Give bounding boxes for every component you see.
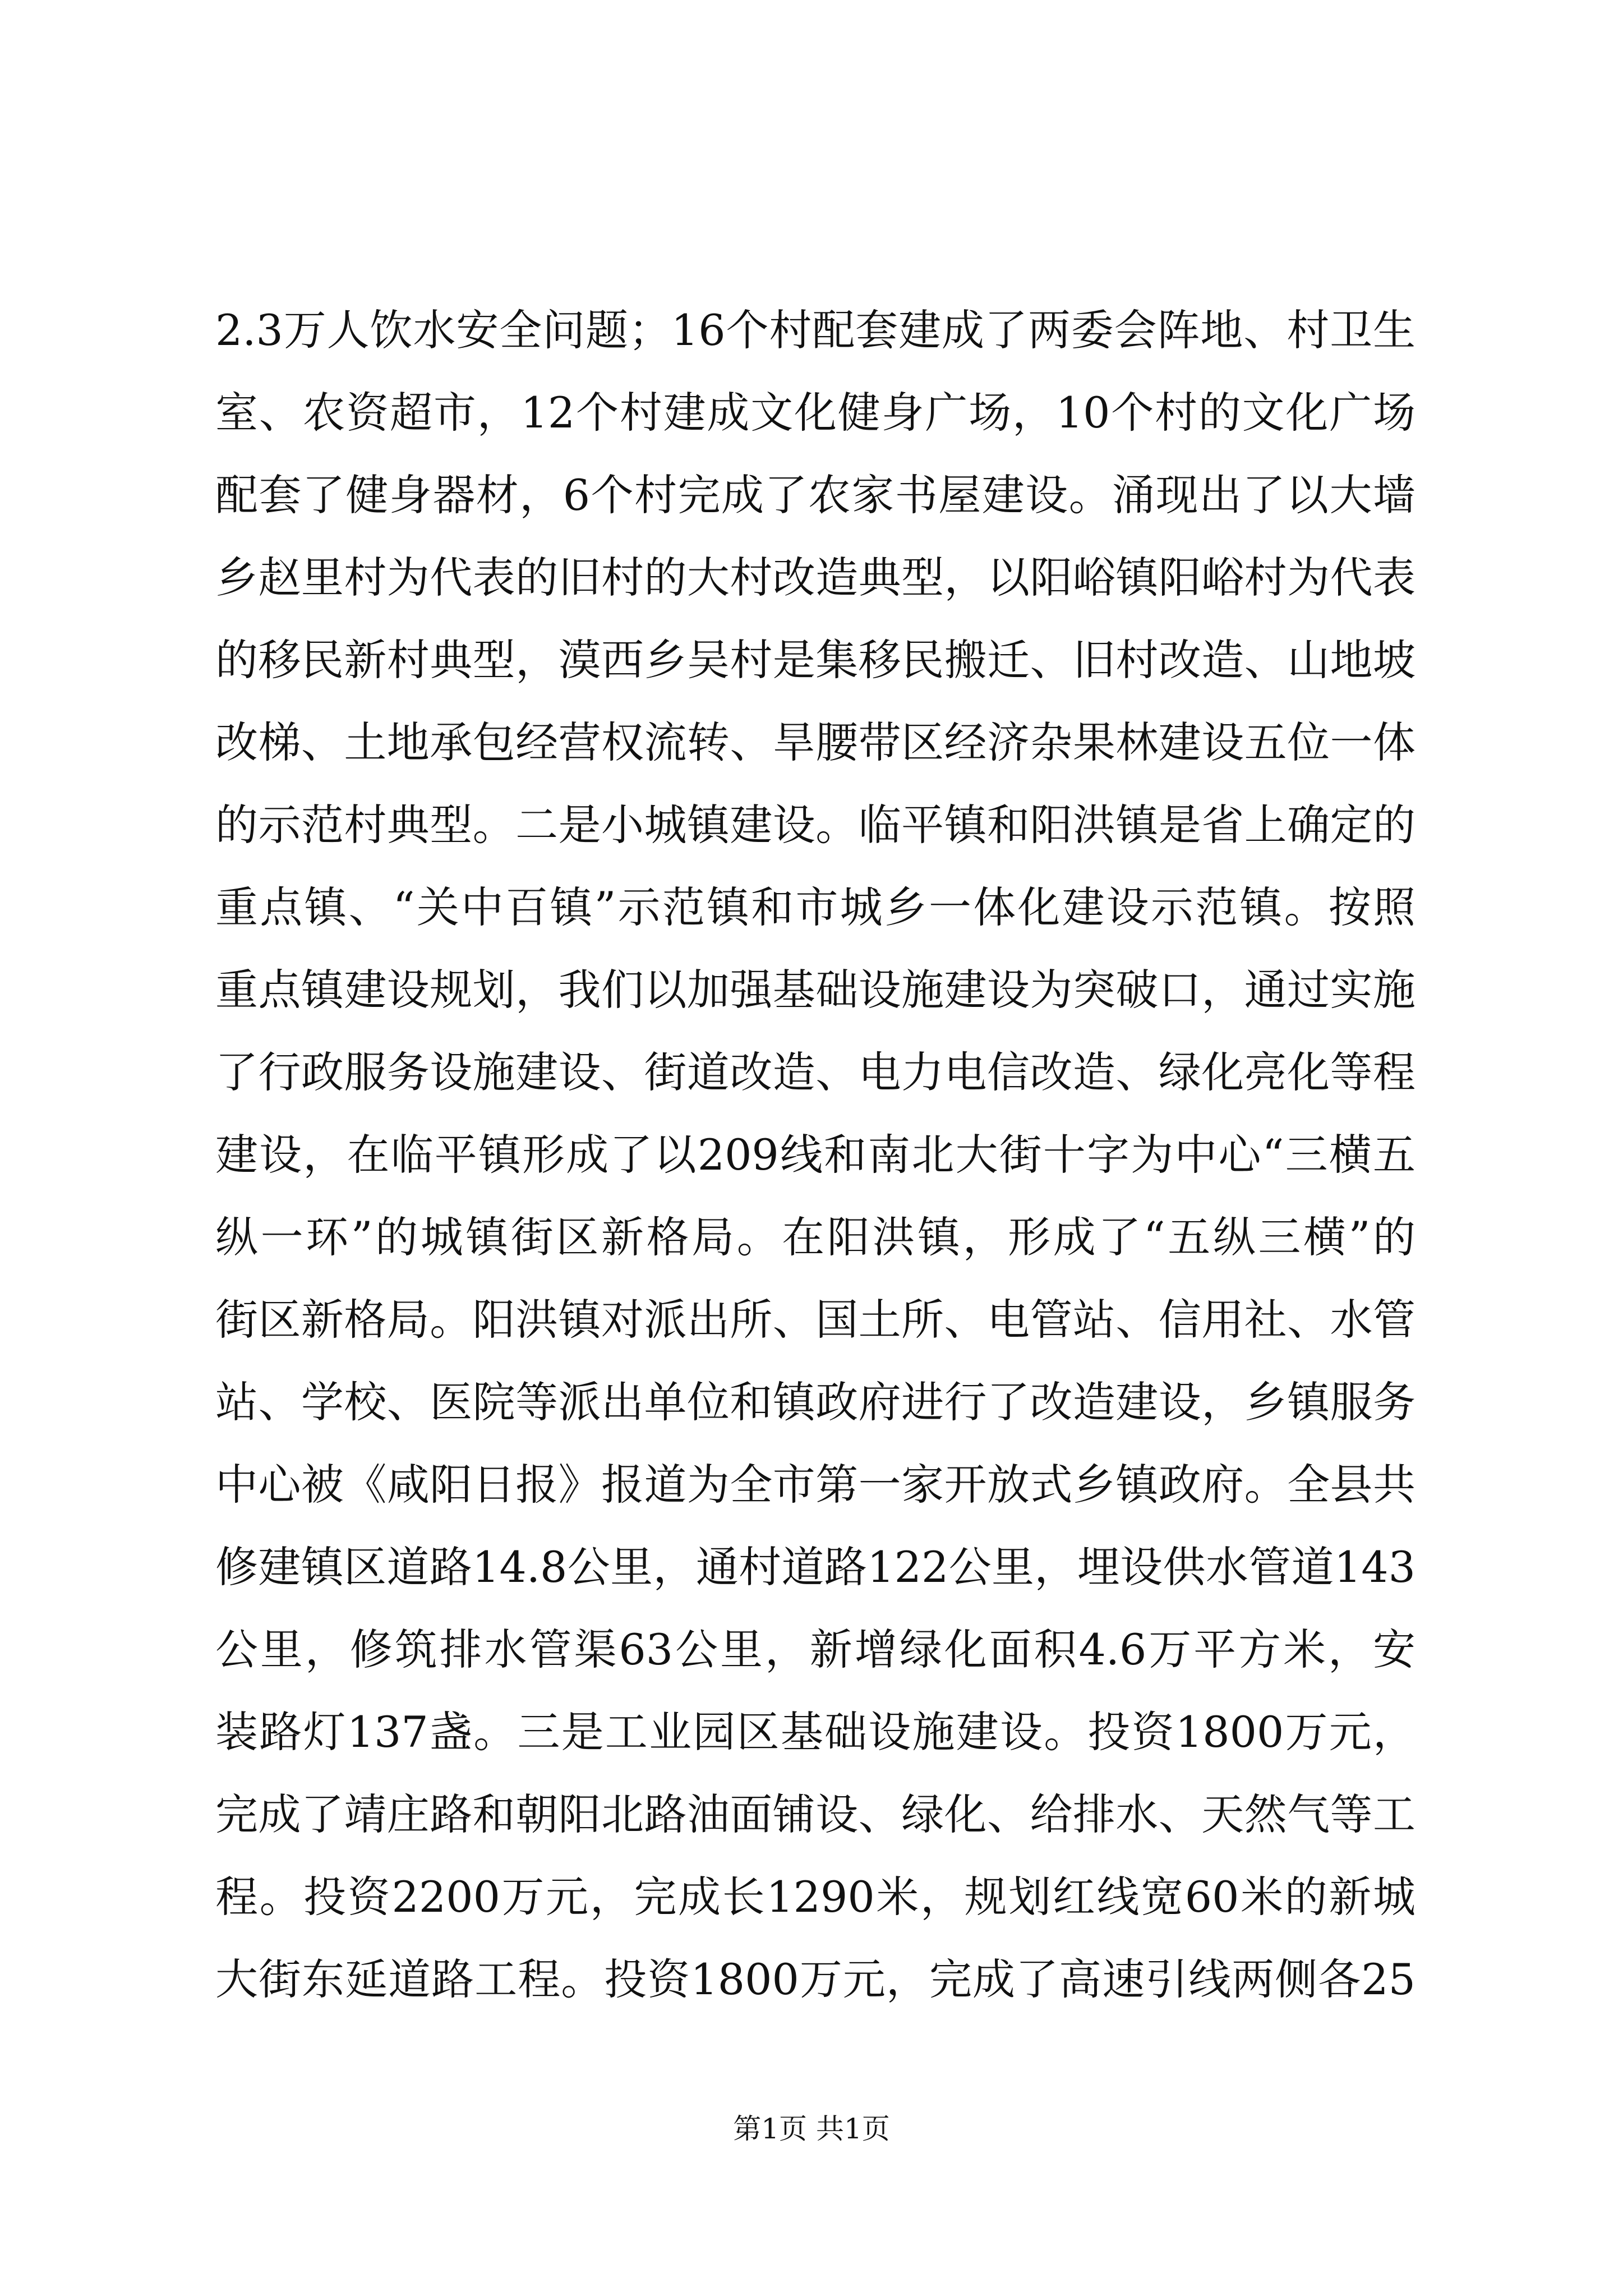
text-line: 的移民新村典型，漠西乡吴村是集移民搬迁、旧村改造、山地坡 — [215, 635, 1415, 685]
body-paragraph — [215, 289, 1415, 2021]
text-line: 街区新格局。阳洪镇对派出所、国土所、电管站、信用社、水管 — [215, 1295, 1415, 1345]
text-line: 站、学校、医院等派出单位和镇政府进行了改造建设，乡镇服务 — [215, 1377, 1415, 1427]
text-line: 改梯、土地承包经营权流转、旱腰带区经济杂果林建设五位一体 — [215, 717, 1415, 767]
text-line: 纵一环”的城镇街区新格局。在阳洪镇，形成了“五纵三横”的 — [215, 1212, 1415, 1262]
text-line: 建设，在临平镇形成了以209线和南北大街十字为中心“三横五 — [215, 1130, 1415, 1180]
text-line: 中心被《咸阳日报》报道为全市第一家开放式乡镇政府。全县共 — [215, 1460, 1415, 1510]
text-line: 乡赵里村为代表的旧村的大村改造典型，以阳峪镇阳峪村为代表 — [215, 553, 1415, 602]
text-line: 的示范村典型。二是小城镇建设。临平镇和阳洪镇是省上确定的 — [215, 800, 1415, 850]
text-line: 了行政服务设施建设、街道改造、电力电信改造、绿化亮化等程 — [215, 1047, 1415, 1097]
text-line: 修建镇区道路14.8公里，通村道路122公里，埋设供水管道143 — [215, 1542, 1415, 1592]
text-line: 完成了靖庄路和朝阳北路油面铺设、绿化、给排水、天然气等工 — [215, 1789, 1415, 1839]
text-line: 配套了健身器材，6个村完成了农家书屋建设。涌现出了以大墙 — [215, 470, 1415, 520]
text-line: 2.3万人饮水安全问题；16个村配套建成了两委会阵地、村卫生 — [215, 305, 1415, 355]
text-line: 重点镇建设规划，我们以加强基础设施建设为突破口，通过实施 — [215, 965, 1415, 1015]
page-footer: 第1页 共1页 — [733, 2113, 890, 2145]
text-line: 室、农资超市，12个村建成文化健身广场，10个村的文化广场 — [215, 388, 1415, 438]
text-line: 大街东延道路工程。投资1800万元，完成了高速引线两侧各25 — [215, 1954, 1415, 2004]
text-line: 重点镇、“关中百镇”示范镇和市城乡一体化建设示范镇。按照 — [215, 882, 1415, 932]
text-line: 程。投资2200万元，完成长1290米，规划红线宽60米的新城 — [215, 1872, 1415, 1922]
text-line: 装路灯137盏。三是工业园区基础设施建设。投资1800万元， — [215, 1707, 1415, 1757]
text-line: 公里，修筑排水管渠63公里，新增绿化面积4.6万平方米，安 — [215, 1625, 1415, 1674]
